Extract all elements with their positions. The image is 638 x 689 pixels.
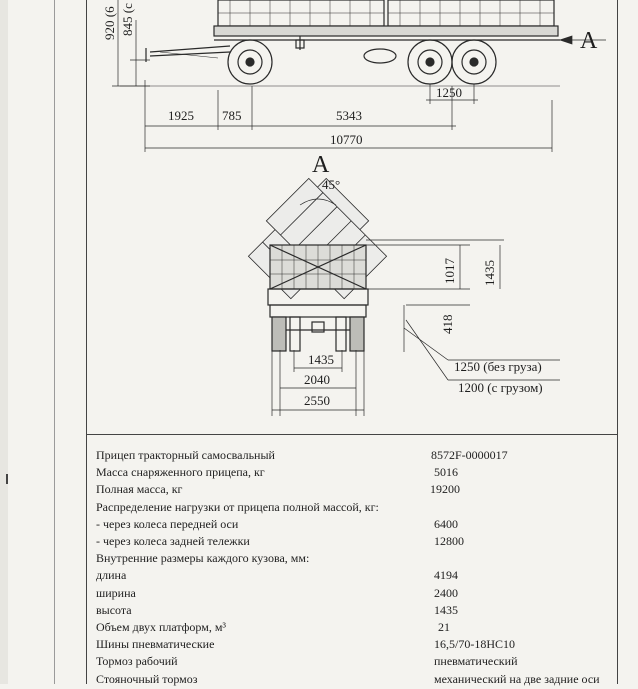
dim-1925: 1925 <box>168 108 194 123</box>
spec-row <box>96 482 616 499</box>
spec-row <box>96 620 616 637</box>
vertical-dim-845: 845 (c <box>120 3 135 36</box>
spec-value: 4194 <box>434 568 458 583</box>
spec-value: 1435 <box>434 602 458 617</box>
spec-value: механический на две задние оси <box>434 671 600 686</box>
rear-view-title: A <box>312 152 330 178</box>
spec-value: пневматический <box>434 654 518 669</box>
spec-label: Тормоз рабочий <box>96 654 178 669</box>
scan-mark <box>6 474 8 484</box>
spec-row <box>96 603 616 620</box>
dim-785: 785 <box>222 108 242 123</box>
spec-row <box>96 586 616 603</box>
dim-10770: 10770 <box>330 132 363 147</box>
spec-value: 8572F-0000017 <box>431 448 508 462</box>
side-view-trailer <box>120 0 560 86</box>
vertical-dim-920: 920 (6 <box>102 6 117 40</box>
spec-label: Полная масса, кг <box>96 482 183 497</box>
dim-418: 418 <box>440 314 455 334</box>
spec-value: 21 <box>438 620 450 634</box>
spec-label: Распределение нагрузки от прицепа полной массой, кг: <box>96 499 379 514</box>
dim-5343: 5343 <box>336 108 362 123</box>
spec-value: 19200 <box>430 482 460 497</box>
dim-1017: 1017 <box>442 258 457 284</box>
side-view-dimensions <box>112 0 606 152</box>
spec-row <box>96 517 616 534</box>
spec-row <box>96 654 616 671</box>
spec-label: - через колеса задней тележки <box>96 534 250 548</box>
spec-value: 12800 <box>434 534 464 548</box>
view-marker-a: A <box>580 28 598 54</box>
spec-value: 16,5/70-18НС10 <box>434 637 515 652</box>
dim-2040: 2040 <box>304 372 330 387</box>
dim-1435-horizontal: 1435 <box>308 352 334 367</box>
note-loaded: 1200 (с грузом) <box>458 380 543 395</box>
dim-2550: 2550 <box>304 393 330 408</box>
spec-value: 5016 <box>434 465 458 480</box>
spec-row <box>96 534 616 551</box>
spec-row <box>96 551 616 568</box>
rear-view-trailer <box>248 178 386 351</box>
dim-1435-vertical: 1435 <box>482 260 497 286</box>
angle-45: 45° <box>322 177 341 192</box>
spec-label: Объем двух платформ, м³ <box>96 620 227 634</box>
dim-1250: 1250 <box>436 85 462 100</box>
spec-row <box>96 568 616 585</box>
spec-label: Шины пневматические <box>96 637 215 652</box>
spec-row <box>96 448 616 465</box>
spec-row <box>96 637 616 654</box>
spec-label: высота <box>96 602 132 617</box>
spec-row <box>96 465 616 482</box>
spec-row <box>96 672 616 689</box>
spec-label: - через колеса передней оси <box>96 516 239 531</box>
spec-label: Прицеп тракторный самосвальный <box>96 448 275 462</box>
frame-divider <box>86 434 617 435</box>
spec-label: Стояночный тормоз <box>96 671 198 686</box>
note-unloaded: 1250 (без груза) <box>454 359 542 374</box>
spec-label: длина <box>96 568 127 583</box>
spec-value: 6400 <box>434 516 458 531</box>
spec-value: 2400 <box>434 585 458 600</box>
spec-label: Внутренние размеры каждого кузова, мм: <box>96 551 310 566</box>
spec-label: Масса снаряженного прицепа, кг <box>96 465 265 480</box>
spec-row <box>96 500 616 517</box>
spec-label: ширина <box>96 585 136 600</box>
